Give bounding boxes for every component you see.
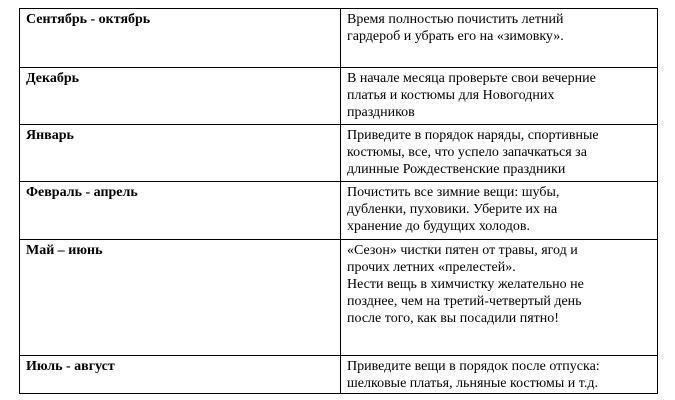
table-row (20, 356, 658, 394)
task-cell (341, 356, 658, 394)
calendar-table-container (19, 8, 657, 394)
task-line: длинные Рождественские праздники (347, 162, 566, 177)
table-row (20, 68, 658, 125)
task-cell (341, 68, 658, 125)
period-cell: Сентябрь - октябрь (20, 9, 341, 68)
wardrobe-care-calendar-table (19, 8, 658, 394)
task-cell (341, 9, 658, 68)
table-row (20, 125, 658, 182)
task-cell (341, 182, 658, 240)
task-cell (341, 125, 658, 182)
task-line: Приведите вещи в порядок после отпуска: (347, 359, 600, 374)
task-line: гардероб и убрать его на «зимовку». (347, 29, 564, 44)
task-cell (341, 240, 658, 356)
task-line: Время полностью почистить летний (347, 12, 564, 27)
task-line: Почистить все зимние вещи: шубы, (347, 185, 560, 200)
period-cell: Май – июнь (20, 240, 341, 356)
task-line: праздников (347, 105, 415, 120)
task-line: после того, как вы посадили пятно! (347, 311, 559, 326)
table-row (20, 240, 658, 356)
task-line: костюмы, все, что успело запачкаться за (347, 145, 587, 160)
task-line: позднее, чем на третий-четвертый день (347, 294, 582, 309)
task-line: Приведите в порядок наряды, спортивные (347, 128, 599, 143)
task-line: прочих летних «прелестей». (347, 260, 516, 275)
period-cell: Декабрь (20, 68, 341, 125)
table-row (20, 182, 658, 240)
period-cell: Февраль - апрель (20, 182, 341, 240)
period-cell: Июль - август (20, 356, 341, 394)
task-line: шелковые платья, льняные костюмы и т.д. (347, 376, 598, 391)
task-line: хранение до будущих холодов. (347, 219, 530, 234)
task-line: дубленки, пуховики. Уберите их на (347, 202, 558, 217)
task-line: платья и костюмы для Новогодних (347, 88, 555, 103)
task-line: В начале месяца проверьте свои вечерние (347, 71, 596, 86)
task-line: «Сезон» чистки пятен от травы, ягод и (347, 243, 578, 258)
table-row (20, 9, 658, 68)
task-line: Нести вещь в химчистку желательно не (347, 277, 584, 292)
period-cell: Январь (20, 125, 341, 182)
